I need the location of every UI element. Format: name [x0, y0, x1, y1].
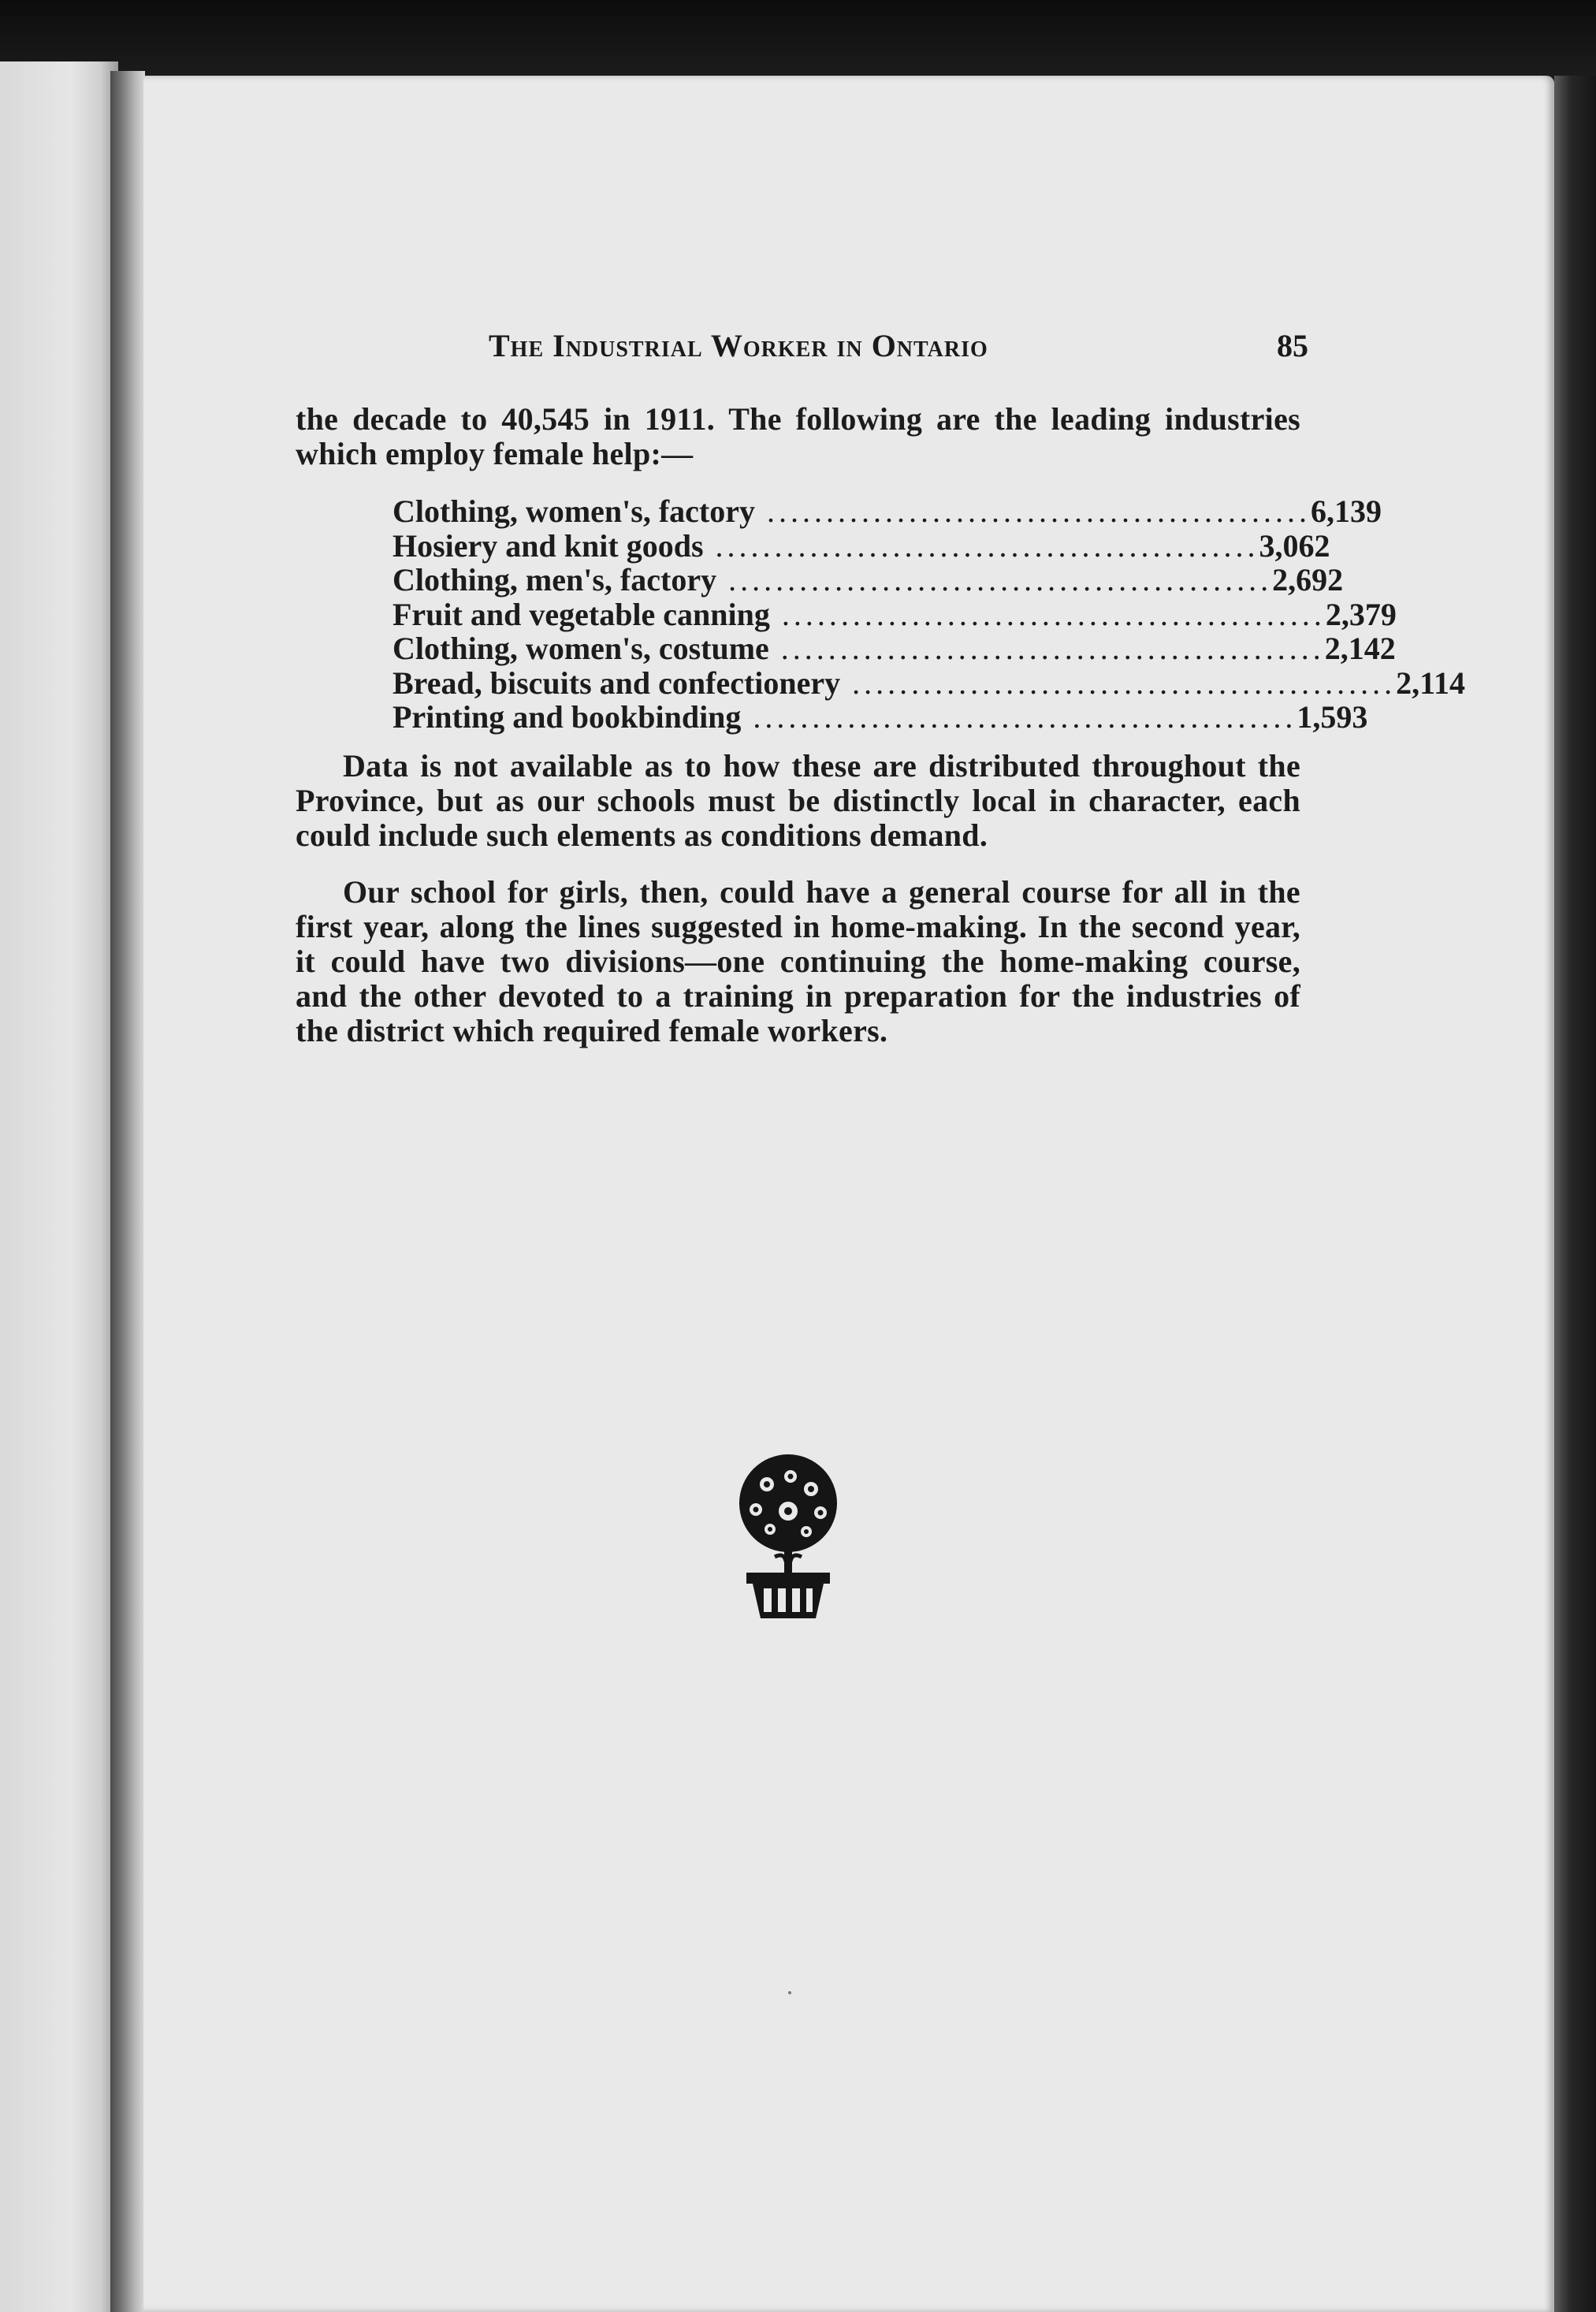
industry-count: 1,593 — [1297, 699, 1368, 735]
book-gutter — [110, 71, 145, 2312]
industry-name: Hosiery and knit goods — [392, 527, 704, 564]
industry-name: Clothing, men's, factory — [392, 562, 717, 598]
industry-name: Fruit and vegetable canning — [392, 596, 770, 632]
industry-name: Printing and bookbinding — [392, 699, 742, 735]
industry-count: 2,114 — [1396, 665, 1465, 701]
industry-name: Clothing, women's, costume — [392, 631, 769, 666]
industry-count: 3,062 — [1259, 527, 1330, 564]
industry-count: 6,139 — [1310, 493, 1382, 529]
paragraph-distribution: Data is not available as to how these are distributed throughout the Province, but as our schools must be distinctly local in character, each could include such elements as conditions demand. — [296, 748, 1300, 853]
industry-name: Bread, biscuits and confectionery — [392, 665, 841, 701]
page-number: 85 — [1277, 328, 1308, 363]
running-title: The Industrial Worker in Ontario — [489, 328, 988, 363]
table-row: Printing and bookbinding .............................................. 1,593 — [392, 699, 1368, 735]
facing-page-edge — [0, 61, 118, 2312]
paragraph-intro: the decade to 40,545 in 1911. The following are the leading industries which employ female help:— — [296, 401, 1300, 471]
scan-speck — [788, 1991, 791, 1994]
table-row: Hosiery and knit goods .............................................. 3,062 — [392, 527, 1330, 564]
table-row: Fruit and vegetable canning .............................................. 2,379 — [392, 596, 1397, 632]
industry-count: 2,692 — [1272, 562, 1344, 598]
table-row: Bread, biscuits and confectionery .............................................. 2,114 — [392, 665, 1465, 701]
table-row: Clothing, women's, factory .............................................. 6,139 — [392, 493, 1382, 529]
industry-count: 2,379 — [1325, 596, 1397, 632]
paragraph-school-course: Our school for girls, then, could have a general course for all in the first year, along the lines suggested in home-making. In the second year, it could have two divisions—one continuing the home-making course, and the other devoted to a training in preparation for the industries of the district which required female workers. — [296, 874, 1300, 1048]
industry-name: Clothing, women's, factory — [392, 493, 755, 529]
page-edge-shadow — [1554, 76, 1596, 2312]
potted-tree-ornament-icon — [729, 1454, 847, 1620]
industry-count: 2,142 — [1324, 631, 1396, 666]
table-row: Clothing, men's, factory .............................................. 2,692 — [392, 562, 1344, 598]
running-head — [489, 327, 1308, 374]
industry-table — [392, 493, 1465, 735]
table-row: Clothing, women's, costume .............................................. 2,142 — [392, 631, 1396, 666]
